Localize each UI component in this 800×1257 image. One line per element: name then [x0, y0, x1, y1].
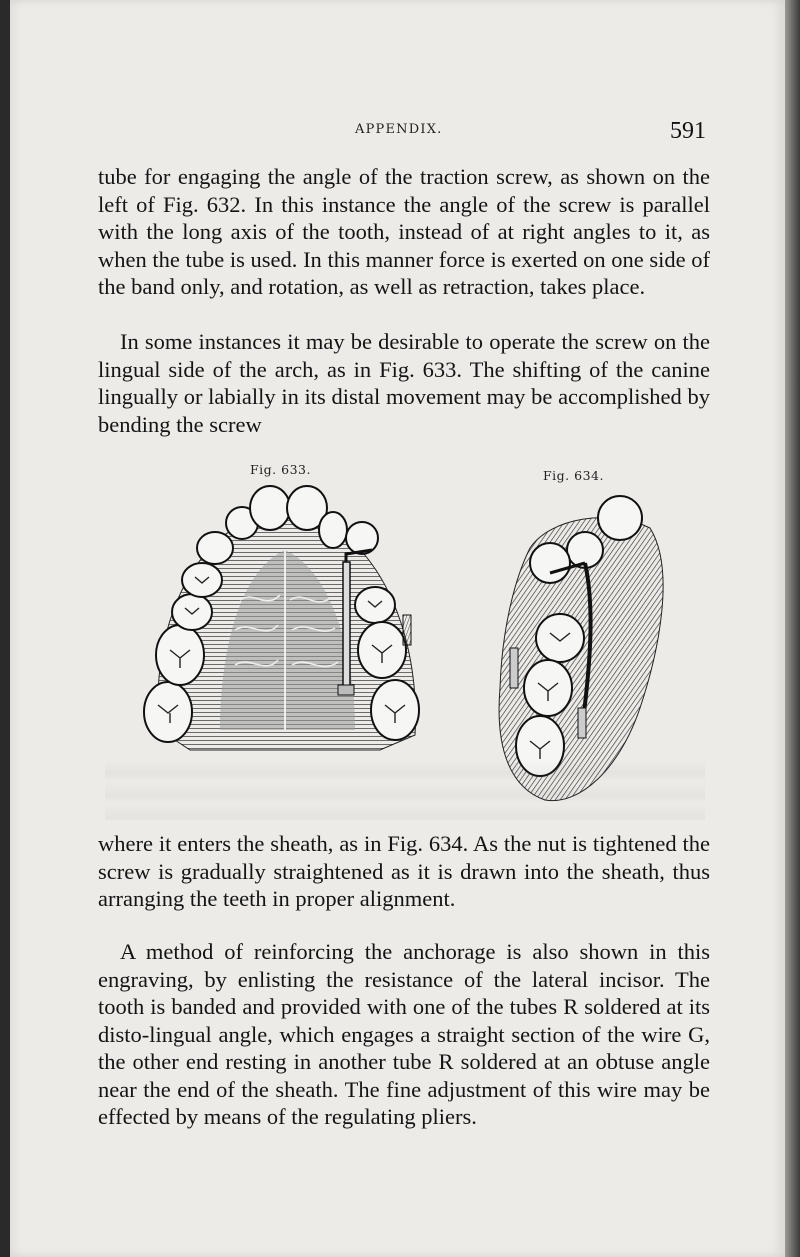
running-head: APPENDIX.: [355, 122, 443, 137]
figure-634-dental-side-illustration: [490, 488, 675, 806]
figure-633-caption: Fig. 633.: [250, 462, 311, 477]
book-page: [10, 0, 785, 1257]
page-number: 591: [670, 118, 706, 144]
paragraph-2: In some instances it may be desirable to operate the screw on the lingual side of the arch, as in Fig. 633. The shifting of the canine lingually or labially in its distal movement may be accomplished by bending the screw: [98, 329, 710, 437]
page-header: [10, 118, 785, 158]
paragraph-4: A method of reinforcing the anchorage is also shown in this engraving, by enlisting the resistance of the lateral incisor. The tooth is banded and provided with one of the tubes R soldered at its disto-lingual angle, which engages a straight section of the wire G, the other end resting in another tube R soldered at an obtuse angle near the end of the sheath. The fine adjustment of this wire may be effected by means of the regulating pliers.: [98, 939, 710, 1129]
paragraph-1: tube for engaging the angle of the traction screw, as shown on the left of Fig. 632. In this instance the angle of the screw is parallel with the long axis of the tooth, instead of at right angles to it, as when the tube is used. In this manner force is exerted on one side of the band only, and rotation, as well as retraction, takes place.: [98, 164, 710, 299]
figure-634-caption: Fig. 634.: [543, 468, 604, 483]
page-edge-shadow: [785, 0, 800, 1257]
paragraph-3: where it enters the sheath, as in Fig. 634. As the nut is tightened the screw is gradually straightened as it is drawn into the sheath, thus arranging the teeth in proper alignment.: [98, 831, 710, 911]
bleed-through-text: [105, 760, 705, 820]
figure-633-dental-arch-illustration: [140, 480, 430, 760]
